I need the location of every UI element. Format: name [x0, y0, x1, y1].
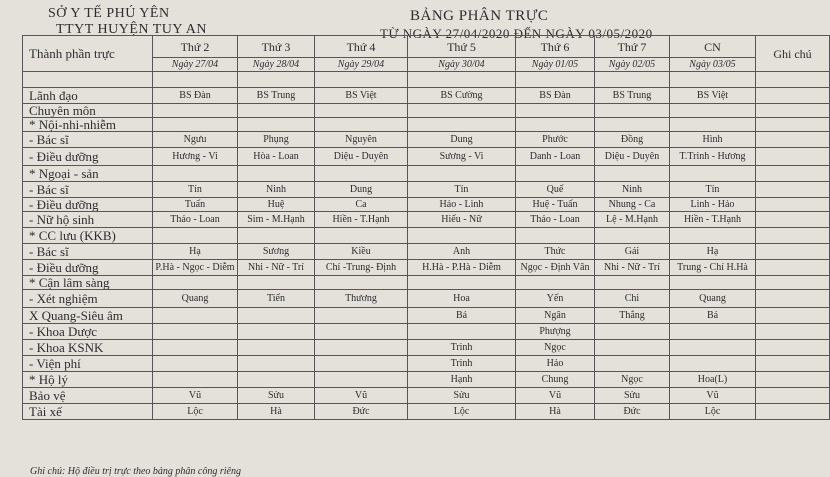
duty-cell [315, 340, 408, 356]
table-row [23, 104, 830, 118]
table-row [23, 212, 830, 228]
date-header: Ngày 02/05 [595, 58, 670, 72]
duty-cell: Trinh [408, 356, 516, 372]
duty-cell: H.Hà - P.Hà - Diễm [408, 260, 516, 276]
duty-cell [595, 228, 670, 244]
unit-name: TTYT HUYỆN TUY AN [56, 22, 207, 37]
duty-cell [516, 118, 595, 132]
duty-cell [595, 276, 670, 290]
role-label: * Cận lâm sàng [23, 276, 153, 290]
table-row [23, 182, 830, 198]
duty-cell [153, 166, 238, 182]
note-cell [756, 324, 830, 340]
duty-cell: Lộc [670, 404, 756, 420]
table-row [23, 388, 830, 404]
duty-cell [408, 118, 516, 132]
day-header: Thứ 2 [153, 36, 238, 58]
note-cell [756, 404, 830, 420]
day-header: Thứ 6 [516, 36, 595, 58]
duty-cell: Trinh [408, 340, 516, 356]
duty-cell: Tín [408, 182, 516, 198]
note-cell [756, 228, 830, 244]
role-label: * Nội-nhi-nhiễm [23, 118, 153, 132]
duty-cell: BS Đàn [153, 88, 238, 104]
duty-cell: Ninh [595, 182, 670, 198]
duty-cell: Thảo - Loan [516, 212, 595, 228]
duty-cell [315, 104, 408, 118]
duty-cell [408, 228, 516, 244]
duty-cell: Lộc [153, 404, 238, 420]
date-header: Ngày 03/05 [670, 58, 756, 72]
duty-cell: Thương [315, 290, 408, 308]
table-row [23, 356, 830, 372]
duty-cell: P.Hà - Ngọc - Diễm [153, 260, 238, 276]
role-label: * Hộ lý [23, 372, 153, 388]
day-header-row [23, 36, 830, 58]
empty-cell [408, 72, 516, 88]
duty-cell: Thảo - Loan [153, 212, 238, 228]
duty-cell [516, 276, 595, 290]
note-cell [756, 166, 830, 182]
date-header: Ngày 01/05 [516, 58, 595, 72]
duty-cell [153, 104, 238, 118]
page-title: BẢNG PHÂN TRỰC [410, 8, 549, 24]
duty-cell: Đức [315, 404, 408, 420]
note-cell [756, 198, 830, 212]
role-label: X Quang-Siêu âm [23, 308, 153, 324]
role-label: Lãnh đạo [23, 88, 153, 104]
duty-cell [516, 228, 595, 244]
role-label: - Điều dưỡng [23, 198, 153, 212]
duty-cell: Chi [595, 290, 670, 308]
duty-cell [315, 166, 408, 182]
duty-cell: Tín [670, 182, 756, 198]
table-row [23, 244, 830, 260]
duty-cell [670, 340, 756, 356]
table-row [23, 132, 830, 148]
role-label: - Điều dưỡng [23, 148, 153, 166]
duty-cell: Nhung - Ca [595, 198, 670, 212]
note-cell [756, 182, 830, 198]
table-row [23, 340, 830, 356]
duty-cell [238, 166, 315, 182]
duty-cell: Hạ [670, 244, 756, 260]
day-header: Thứ 5 [408, 36, 516, 58]
duty-cell [408, 104, 516, 118]
note-cell [756, 290, 830, 308]
duty-cell [315, 356, 408, 372]
duty-cell: Chung [516, 372, 595, 388]
duty-cell: Ngưu [153, 132, 238, 148]
duty-cell: Dung [315, 182, 408, 198]
duty-cell [315, 118, 408, 132]
duty-cell [670, 324, 756, 340]
duty-cell: Dung [408, 132, 516, 148]
duty-cell [670, 104, 756, 118]
duty-cell: Kiều [315, 244, 408, 260]
duty-cell: Tiến [238, 290, 315, 308]
duty-cell: Hảo - Linh [408, 198, 516, 212]
day-header: Thứ 4 [315, 36, 408, 58]
duty-cell: Sửu [238, 388, 315, 404]
footer-note: Ghi chú: Hộ điều trị trực theo bảng phân công riêng [30, 466, 241, 477]
note-cell [756, 88, 830, 104]
duty-cell [670, 276, 756, 290]
role-label: Tài xế [23, 404, 153, 420]
table-row [23, 260, 830, 276]
duty-cell: Vũ [516, 388, 595, 404]
duty-cell: Ngọc [516, 340, 595, 356]
duty-cell: Vũ [153, 388, 238, 404]
role-label: - Điều dưỡng [23, 260, 153, 276]
role-label: - Khoa KSNK [23, 340, 153, 356]
duty-cell [238, 104, 315, 118]
duty-cell [238, 324, 315, 340]
date-header: Ngày 29/04 [315, 58, 408, 72]
table-row [23, 166, 830, 182]
note-column-header: Ghi chú [756, 36, 830, 72]
empty-cell [315, 72, 408, 88]
duty-cell [408, 324, 516, 340]
note-cell [756, 372, 830, 388]
table-row [23, 148, 830, 166]
note-cell [756, 340, 830, 356]
role-label: - Khoa Dược [23, 324, 153, 340]
duty-cell [315, 308, 408, 324]
duty-cell: Diệu - Duyên [315, 148, 408, 166]
duty-cell: Hòa - Loan [238, 148, 315, 166]
duty-cell: Sim - M.Hạnh [238, 212, 315, 228]
note-cell [756, 308, 830, 324]
table-row [23, 372, 830, 388]
duty-cell [595, 324, 670, 340]
duty-cell: Ninh [238, 182, 315, 198]
duty-cell: Chí -Trung- Định [315, 260, 408, 276]
duty-cell: Đồng [595, 132, 670, 148]
duty-cell: Quế [516, 182, 595, 198]
table-row [23, 308, 830, 324]
role-label: - Nữ hộ sinh [23, 212, 153, 228]
duty-cell: Anh [408, 244, 516, 260]
date-header: Ngày 28/04 [238, 58, 315, 72]
duty-cell [408, 166, 516, 182]
day-header: Thứ 7 [595, 36, 670, 58]
date-header: Ngày 30/04 [408, 58, 516, 72]
duty-cell [238, 356, 315, 372]
duty-cell [238, 228, 315, 244]
duty-cell [595, 356, 670, 372]
duty-cell [315, 276, 408, 290]
duty-cell: Sương [238, 244, 315, 260]
duty-cell [670, 118, 756, 132]
duty-cell: BS Trung [238, 88, 315, 104]
duty-cell [153, 276, 238, 290]
duty-cell: Yến [516, 290, 595, 308]
duty-cell: BS Đàn [516, 88, 595, 104]
duty-cell [670, 228, 756, 244]
empty-cell [153, 72, 238, 88]
duty-cell: Gái [595, 244, 670, 260]
duty-cell: BS Việt [315, 88, 408, 104]
note-cell [756, 148, 830, 166]
duty-cell [408, 276, 516, 290]
duty-cell [153, 118, 238, 132]
table-row [23, 118, 830, 132]
table-row [23, 404, 830, 420]
table-row [23, 276, 830, 290]
table-row [23, 228, 830, 244]
duty-cell [595, 118, 670, 132]
date-header: Ngày 27/04 [153, 58, 238, 72]
duty-cell [595, 166, 670, 182]
empty-cell [670, 72, 756, 88]
duty-cell: Nguyên [315, 132, 408, 148]
role-label: - Xét nghiệm [23, 290, 153, 308]
duty-cell: Hình [670, 132, 756, 148]
role-label: - Bác sĩ [23, 182, 153, 198]
duty-cell: Sửu [595, 388, 670, 404]
note-cell [756, 260, 830, 276]
duty-cell: Tín [153, 182, 238, 198]
duty-cell [315, 228, 408, 244]
table-row [23, 198, 830, 212]
spacer-row [23, 72, 830, 88]
duty-cell [238, 372, 315, 388]
role-label: - Viện phí [23, 356, 153, 372]
org-name: SỞ Y TẾ PHÚ YÊN [48, 6, 170, 21]
duty-cell: Hạnh [408, 372, 516, 388]
date-range: TỪ NGÀY 27/04/2020 ĐẾN NGÀY 03/05/2020 [380, 26, 653, 41]
empty-cell [756, 72, 830, 88]
duty-cell: Lộc [408, 404, 516, 420]
role-label: Chuyên môn [23, 104, 153, 118]
duty-cell: Hiếu - Nữ [408, 212, 516, 228]
duty-cell: Hoa [408, 290, 516, 308]
empty-cell [23, 72, 153, 88]
role-label: * Ngoại - sản [23, 166, 153, 182]
duty-cell: Hảo [516, 356, 595, 372]
duty-cell: BS Cường [408, 88, 516, 104]
duty-cell: Bá [670, 308, 756, 324]
duty-cell [153, 324, 238, 340]
duty-cell [238, 308, 315, 324]
duty-cell: Thức [516, 244, 595, 260]
duty-cell: Hạ [153, 244, 238, 260]
duty-cell: Nhi - Nữ - Trí [595, 260, 670, 276]
duty-cell: Hà [238, 404, 315, 420]
duty-cell: T.Trinh - Hương [670, 148, 756, 166]
duty-cell: Diệu - Duyên [595, 148, 670, 166]
duty-cell: Quang [670, 290, 756, 308]
duty-cell [670, 356, 756, 372]
duty-cell [238, 276, 315, 290]
duty-cell: Huệ [238, 198, 315, 212]
duty-cell: Thắng [595, 308, 670, 324]
empty-cell [595, 72, 670, 88]
note-cell [756, 388, 830, 404]
duty-cell: Sửu [408, 388, 516, 404]
duty-cell [238, 118, 315, 132]
duty-cell [153, 372, 238, 388]
duty-cell [153, 228, 238, 244]
day-header: Thứ 3 [238, 36, 315, 58]
duty-cell [516, 166, 595, 182]
duty-cell: Lệ - M.Hạnh [595, 212, 670, 228]
duty-cell [595, 104, 670, 118]
duty-cell: Vũ [670, 388, 756, 404]
duty-cell: Sương - Vi [408, 148, 516, 166]
duty-cell: Quang [153, 290, 238, 308]
duty-cell: Hà [516, 404, 595, 420]
note-cell [756, 212, 830, 228]
role-label: - Bác sĩ [23, 132, 153, 148]
duty-cell: Nhi - Nữ - Trí [238, 260, 315, 276]
duty-cell [315, 324, 408, 340]
duty-cell: Hương - Vi [153, 148, 238, 166]
note-cell [756, 276, 830, 290]
table-row [23, 290, 830, 308]
duty-cell: Danh - Loan [516, 148, 595, 166]
table-row [23, 88, 830, 104]
duty-cell: Phụng [238, 132, 315, 148]
duty-cell: Ngân [516, 308, 595, 324]
duty-cell: Ca [315, 198, 408, 212]
duty-cell [153, 356, 238, 372]
day-header: CN [670, 36, 756, 58]
duty-cell [516, 104, 595, 118]
table-row [23, 324, 830, 340]
duty-cell: Tuấn [153, 198, 238, 212]
duty-cell: Vũ [315, 388, 408, 404]
duty-cell: Linh - Hảo [670, 198, 756, 212]
duty-cell [238, 340, 315, 356]
duty-cell [153, 308, 238, 324]
duty-cell [670, 166, 756, 182]
note-cell [756, 244, 830, 260]
duty-cell: BS Trung [595, 88, 670, 104]
note-cell [756, 118, 830, 132]
duty-cell: Phượng [516, 324, 595, 340]
note-cell [756, 132, 830, 148]
note-cell [756, 104, 830, 118]
note-cell [756, 356, 830, 372]
duty-cell [315, 372, 408, 388]
duty-cell: Ngọc - Định Vân [516, 260, 595, 276]
role-column-header: Thành phần trực [23, 36, 153, 72]
duty-schedule-table [22, 35, 830, 420]
duty-cell: Hiền - T.Hạnh [315, 212, 408, 228]
duty-cell [595, 340, 670, 356]
duty-cell: Đức [595, 404, 670, 420]
duty-cell: Trung - Chí H.Hà [670, 260, 756, 276]
duty-cell: Bá [408, 308, 516, 324]
duty-cell: Hiền - T.Hạnh [670, 212, 756, 228]
duty-cell: Ngọc [595, 372, 670, 388]
duty-cell: Phước [516, 132, 595, 148]
role-label: Bảo vệ [23, 388, 153, 404]
role-label: - Bác sĩ [23, 244, 153, 260]
duty-cell: Huệ - Tuấn [516, 198, 595, 212]
empty-cell [238, 72, 315, 88]
duty-cell: Hoa(L) [670, 372, 756, 388]
role-label: * CC lưu (KKB) [23, 228, 153, 244]
duty-cell: BS Việt [670, 88, 756, 104]
empty-cell [516, 72, 595, 88]
duty-cell [153, 340, 238, 356]
